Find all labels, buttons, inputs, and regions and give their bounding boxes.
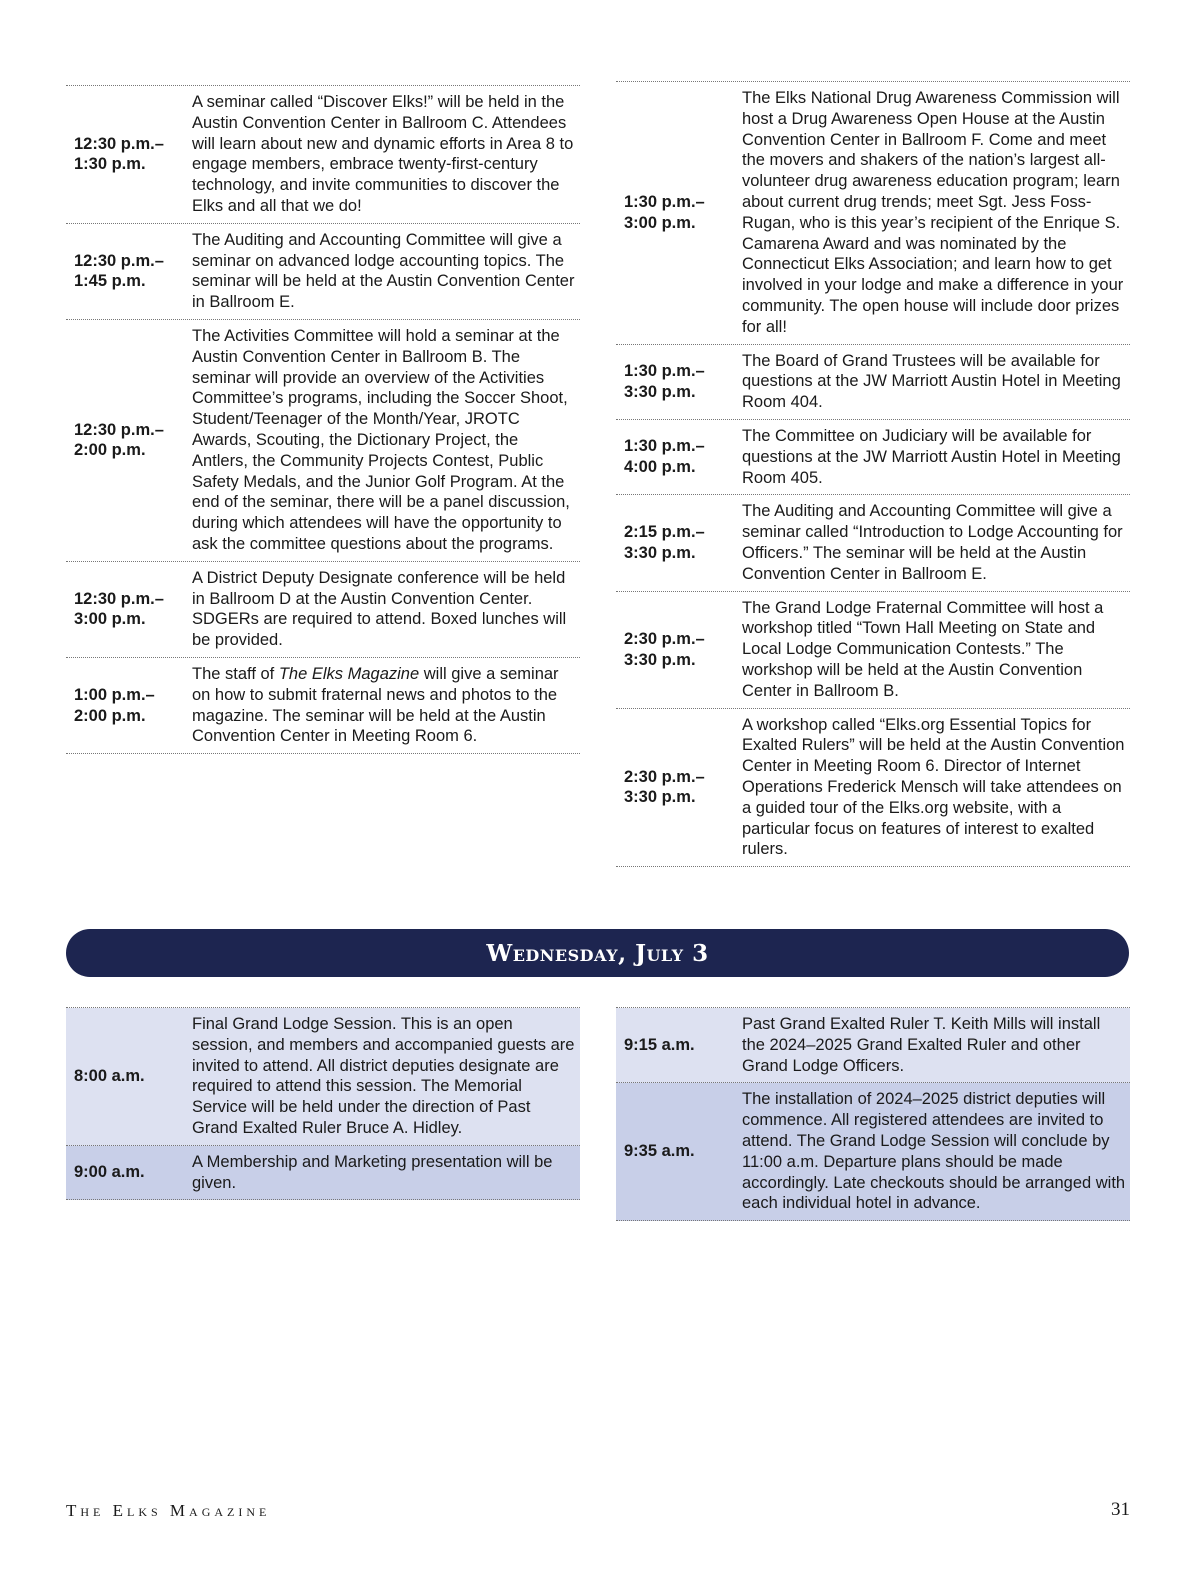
event-description: The Activities Committee will hold a seminar at the Austin Convention Center in Ballroom B. The seminar will provide an overview of the Activities Committee’s programs, including the Soccer Shoot, Student/Teenager of the Month/Year, JROTC Awards, Scouting, the Dictionary Project, the Antlers, the Community Projects Contest, Public Safety Medals, and the Junior Golf Program. At the end of the seminar, there will be a panel discussion, during which attendees will have the opportunity to ask the committee questions about the programs.	[192, 326, 570, 553]
schedule-row	[616, 1008, 1130, 1083]
schedule-row	[66, 1146, 580, 1201]
event-description: Past Grand Exalted Ruler T. Keith Mills will install the 2024–2025 Grand Exalted Ruler and other Grand Lodge Officers.	[742, 1015, 1101, 1075]
event-time: 12:30 p.m.– 1:30 p.m.	[74, 134, 164, 174]
event-time: 12:30 p.m.– 1:45 p.m.	[74, 251, 164, 291]
day-banner-title: Wednesday, July 3	[486, 939, 709, 967]
event-time: 8:00 a.m.	[74, 1066, 145, 1085]
schedule-row	[616, 495, 1130, 591]
schedule-row	[616, 592, 1130, 709]
event-time: 2:15 p.m.– 3:30 p.m.	[624, 523, 705, 562]
event-description: The Auditing and Accounting Committee will give a seminar on advanced lodge accounting topics. The seminar will be held at the Austin Convention Center in Ballroom E.	[192, 230, 575, 312]
event-time: 1:30 p.m.– 4:00 p.m.	[624, 437, 705, 477]
page-number: 31	[1111, 1499, 1130, 1520]
event-description: The Grand Lodge Fraternal Committee will host a workshop titled “Town Hall Meeting on State and Local Lodge Communication Contests.” The workshop will be held at the Austin Convention Center in Ballroom B.	[742, 598, 1104, 700]
event-description: The Committee on Judiciary will be available for questions at the JW Marriott Austin Hotel in Meeting Room 405.	[742, 426, 1121, 487]
schedule-row	[616, 709, 1130, 868]
schedule-row	[66, 320, 580, 562]
event-description: A workshop called “Elks.org Essential Topics for Exalted Rulers” will be held at the Austin Convention Center in Meeting Room 6. Director of Internet Operations Frederick Mensch will take attendees on a guided tour of the Elks.org website, with a particular focus on features of interest to exalted rulers.	[742, 715, 1125, 859]
desc-text: will give a seminar on how to submit fraternal news and photos to the magazine. The seminar will be held at the Austin Convention Center in Meeting Room 6.	[192, 664, 559, 746]
day-banner	[66, 929, 1129, 977]
schedule-row	[66, 224, 580, 320]
schedule-row	[616, 420, 1130, 495]
event-description	[192, 664, 580, 747]
event-time: 12:30 p.m.– 3:00 p.m.	[74, 589, 164, 629]
wednesday-left-column	[66, 1007, 580, 1200]
event-description: A Membership and Marketing presentation will be given.	[192, 1152, 553, 1192]
schedule-left-column	[66, 85, 580, 754]
event-time: 1:00 p.m.– 2:00 p.m.	[74, 685, 155, 725]
desc-text: The staff of	[192, 664, 279, 683]
event-description: The Board of Grand Trustees will be available for questions at the JW Marriott Austin Hotel in Meeting Room 404.	[742, 351, 1121, 412]
schedule-table	[616, 81, 1130, 867]
schedule-right-column	[616, 81, 1130, 867]
schedule-row	[66, 1008, 580, 1146]
magazine-name: The Elks Magazine	[66, 1501, 271, 1520]
schedule-row	[66, 562, 580, 658]
event-time: 9:15 a.m.	[624, 1035, 695, 1054]
event-time: 2:30 p.m.– 3:30 p.m.	[624, 629, 705, 669]
schedule-table	[66, 85, 580, 754]
schedule-row	[616, 1083, 1130, 1221]
schedule-table	[66, 1007, 580, 1200]
wednesday-right-column	[616, 1007, 1130, 1221]
event-time: 12:30 p.m.– 2:00 p.m.	[74, 420, 164, 460]
schedule-table	[616, 1007, 1130, 1221]
schedule-row	[616, 345, 1130, 420]
event-description: The Elks National Drug Awareness Commission will host a Drug Awareness Open House at the Austin Convention Center in Ballroom F. Come and meet the movers and shakers of the nation’s largest all-volunteer drug awareness education program; learn about current drug trends; meet Sgt. Jess Foss-Rugan, who is this year’s recipient of the Enrique S. Camarena Award and was nominated by the Connecticut Elks Association; and learn how to get involved in your lodge and make a difference in your community. The open house will include door prizes for all!	[742, 89, 1124, 336]
event-description: Final Grand Lodge Session. This is an open session, and members and accompanied guests are invited to attend. All district deputies designate are required to attend this session. The Memorial Service will be held under the direction of Past Grand Exalted Ruler Bruce A. Hidley.	[192, 1015, 575, 1137]
event-time: 1:30 p.m.– 3:30 p.m.	[624, 361, 705, 401]
event-description: The installation of 2024–2025 district deputies will commence. All registered attendees are invited to attend. The Grand Lodge Session will conclude by 11:00 a.m. Departure plans should be made accordingly. Late checkouts should be arranged with each individual hotel in advance.	[742, 1090, 1126, 1213]
event-time: 9:00 a.m.	[74, 1163, 145, 1182]
event-description: The Auditing and Accounting Committee will give a seminar called “Introduction to Lodge Accounting for Officers.” The seminar will be held at the Austin Convention Center in Ballroom E.	[742, 502, 1123, 583]
event-time: 1:30 p.m.– 3:00 p.m.	[624, 192, 705, 232]
event-description: A seminar called “Discover Elks!” will be held in the Austin Convention Center in Ballroom C. Attendees will learn about new and dynamic efforts in Area 8 to engage members, embrace twenty-first-century technology, and invite communities to discover the Elks and all that we do!	[192, 93, 574, 215]
magazine-title: The Elks Magazine	[278, 664, 420, 683]
schedule-row	[66, 86, 580, 224]
schedule-row	[66, 658, 580, 754]
schedule-row	[616, 82, 1130, 345]
event-time: 2:30 p.m.– 3:30 p.m.	[624, 767, 705, 807]
event-time: 9:35 a.m.	[624, 1142, 695, 1161]
event-description: A District Deputy Designate conference will be held in Ballroom D at the Austin Convention Center. SDGERs are required to attend. Boxed lunches will be provided.	[192, 568, 567, 650]
